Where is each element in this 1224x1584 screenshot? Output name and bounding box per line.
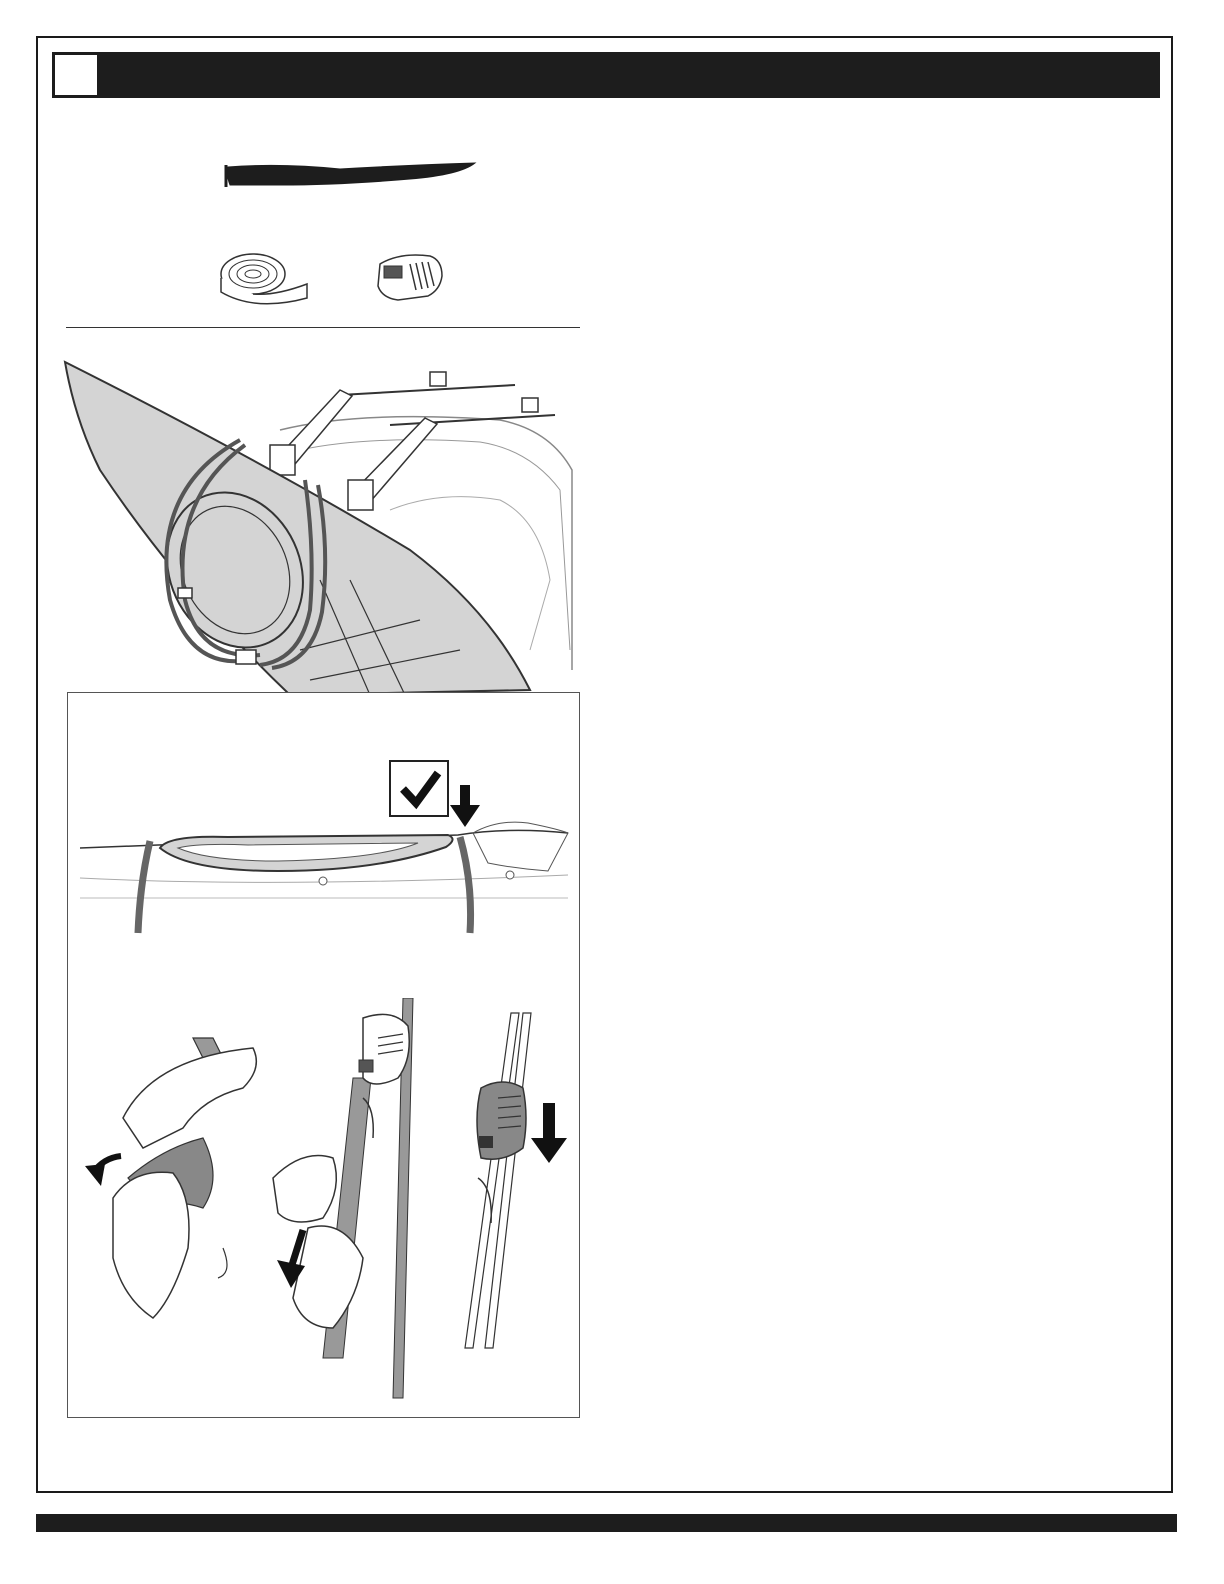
fold-strap-step — [85, 1038, 256, 1318]
strap-placement-check-illustration — [78, 753, 573, 943]
down-arrow-icon — [450, 785, 480, 827]
strap-tightening-sequence-illustration — [73, 998, 573, 1408]
buckle-icon — [370, 250, 450, 305]
step-number-box — [55, 55, 97, 95]
kayak-loading-illustration — [60, 350, 580, 695]
section-divider — [66, 327, 580, 328]
secure-buckle-step — [465, 1013, 567, 1348]
pull-strap-step — [273, 998, 413, 1398]
detail-inset-panel — [67, 692, 580, 1418]
kayak-strap-icon — [220, 155, 480, 195]
footer-bar — [36, 1514, 1177, 1532]
checkmark-box — [390, 761, 448, 816]
strap-roll-icon — [215, 248, 315, 308]
header-bar — [52, 52, 1160, 98]
down-arrow-icon — [531, 1103, 567, 1163]
